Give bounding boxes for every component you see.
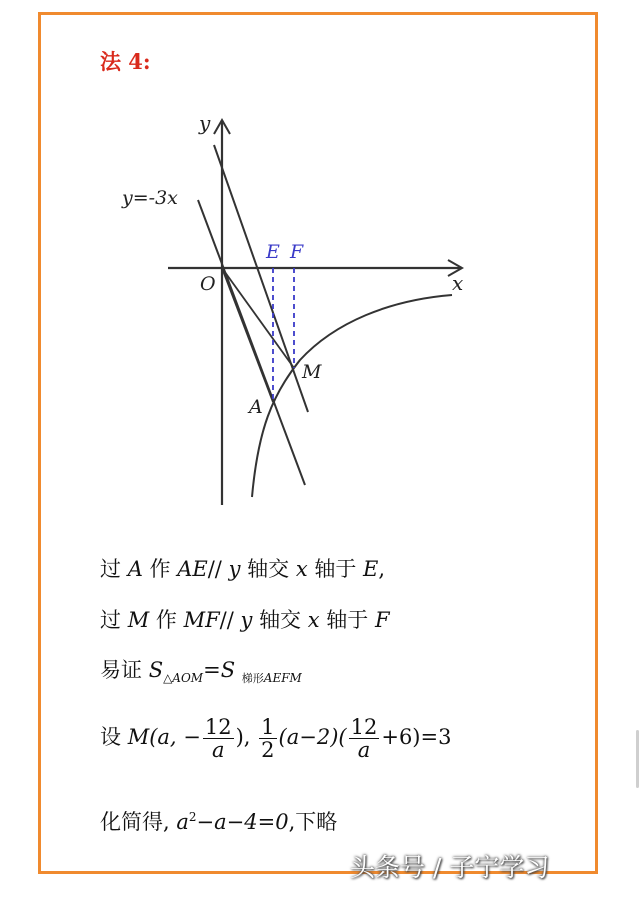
text-fragment: F xyxy=(374,608,390,632)
text-fragment: M xyxy=(127,608,150,632)
text-fragment: a xyxy=(176,810,189,834)
fraction-one-half xyxy=(259,716,276,761)
text-fragment: 轴交 xyxy=(247,557,290,581)
text-fragment: 作 xyxy=(155,608,177,632)
text-fragment: +6)=3 xyxy=(381,725,452,750)
statement-line-2 xyxy=(100,604,390,634)
text-fragment: 化简得, xyxy=(100,810,170,834)
text-fragment: 2 xyxy=(188,810,197,824)
text-fragment: 轴于 xyxy=(326,608,369,632)
text-fragment: y xyxy=(240,608,253,632)
segment-om xyxy=(222,268,294,368)
text-fragment: M(a, xyxy=(127,725,177,750)
point-a-label: A xyxy=(249,396,263,418)
text-fragment: 2 xyxy=(261,738,275,763)
text-fragment: 轴于 xyxy=(314,557,357,581)
watermark: 头条号 / 子宁学习 xyxy=(350,853,550,882)
y-axis-label: y xyxy=(199,111,211,135)
fraction-12-over-a xyxy=(203,716,234,761)
statement-line-5 xyxy=(100,806,337,836)
hyperbola-curve xyxy=(252,295,452,497)
x-axis-label: x xyxy=(452,271,464,295)
text-fragment: (a−2)( xyxy=(278,725,347,750)
text-fragment: ,下略 xyxy=(288,810,338,834)
point-e-label: E xyxy=(266,241,280,263)
text-fragment: 梯形 xyxy=(241,672,264,685)
text-fragment: 1 xyxy=(261,715,275,739)
line-y-neg3x xyxy=(198,200,305,485)
text-fragment: 轴交 xyxy=(259,608,302,632)
text-fragment: 12 xyxy=(204,715,232,739)
text-fragment: △AOM xyxy=(163,671,204,685)
text-fragment: 设 xyxy=(100,725,121,750)
text-fragment: A xyxy=(127,557,143,581)
text-fragment: a xyxy=(211,738,225,763)
text-fragment: 易证 xyxy=(100,658,142,682)
statement-line-4 xyxy=(100,716,451,761)
text-fragment: x xyxy=(295,557,308,581)
text-fragment: − xyxy=(183,725,201,750)
statement-line-3 xyxy=(100,654,302,686)
text-fragment: MF xyxy=(183,608,220,632)
text-fragment: AEFM xyxy=(263,671,302,685)
method-title: 法 4: xyxy=(100,49,151,74)
origin-label: O xyxy=(200,273,216,295)
text-fragment: 过 xyxy=(100,608,121,632)
text-fragment: = xyxy=(203,658,221,682)
point-f-label: F xyxy=(290,241,304,263)
text-fragment: // xyxy=(207,557,222,581)
text-fragment: ), xyxy=(235,725,251,750)
text-fragment: // xyxy=(219,608,234,632)
point-m-label: M xyxy=(302,361,322,383)
fraction-12-over-a-2 xyxy=(349,716,380,761)
line-equation-label: y=-3x xyxy=(122,187,178,209)
text-fragment: x xyxy=(307,608,320,632)
text-fragment: 作 xyxy=(149,557,171,581)
text-fragment: y xyxy=(228,557,241,581)
text-fragment: S xyxy=(148,658,164,682)
text-fragment: 过 xyxy=(100,557,121,581)
text-fragment: 12 xyxy=(350,715,378,739)
scrollbar[interactable] xyxy=(636,730,639,788)
text-fragment: a xyxy=(357,738,371,763)
statement-line-1 xyxy=(100,553,385,583)
text-fragment: , xyxy=(378,557,386,581)
text-fragment: S xyxy=(220,658,236,682)
text-fragment: AE xyxy=(177,557,208,581)
text-fragment: −a−4=0 xyxy=(196,810,289,834)
text-fragment: E xyxy=(363,557,379,581)
